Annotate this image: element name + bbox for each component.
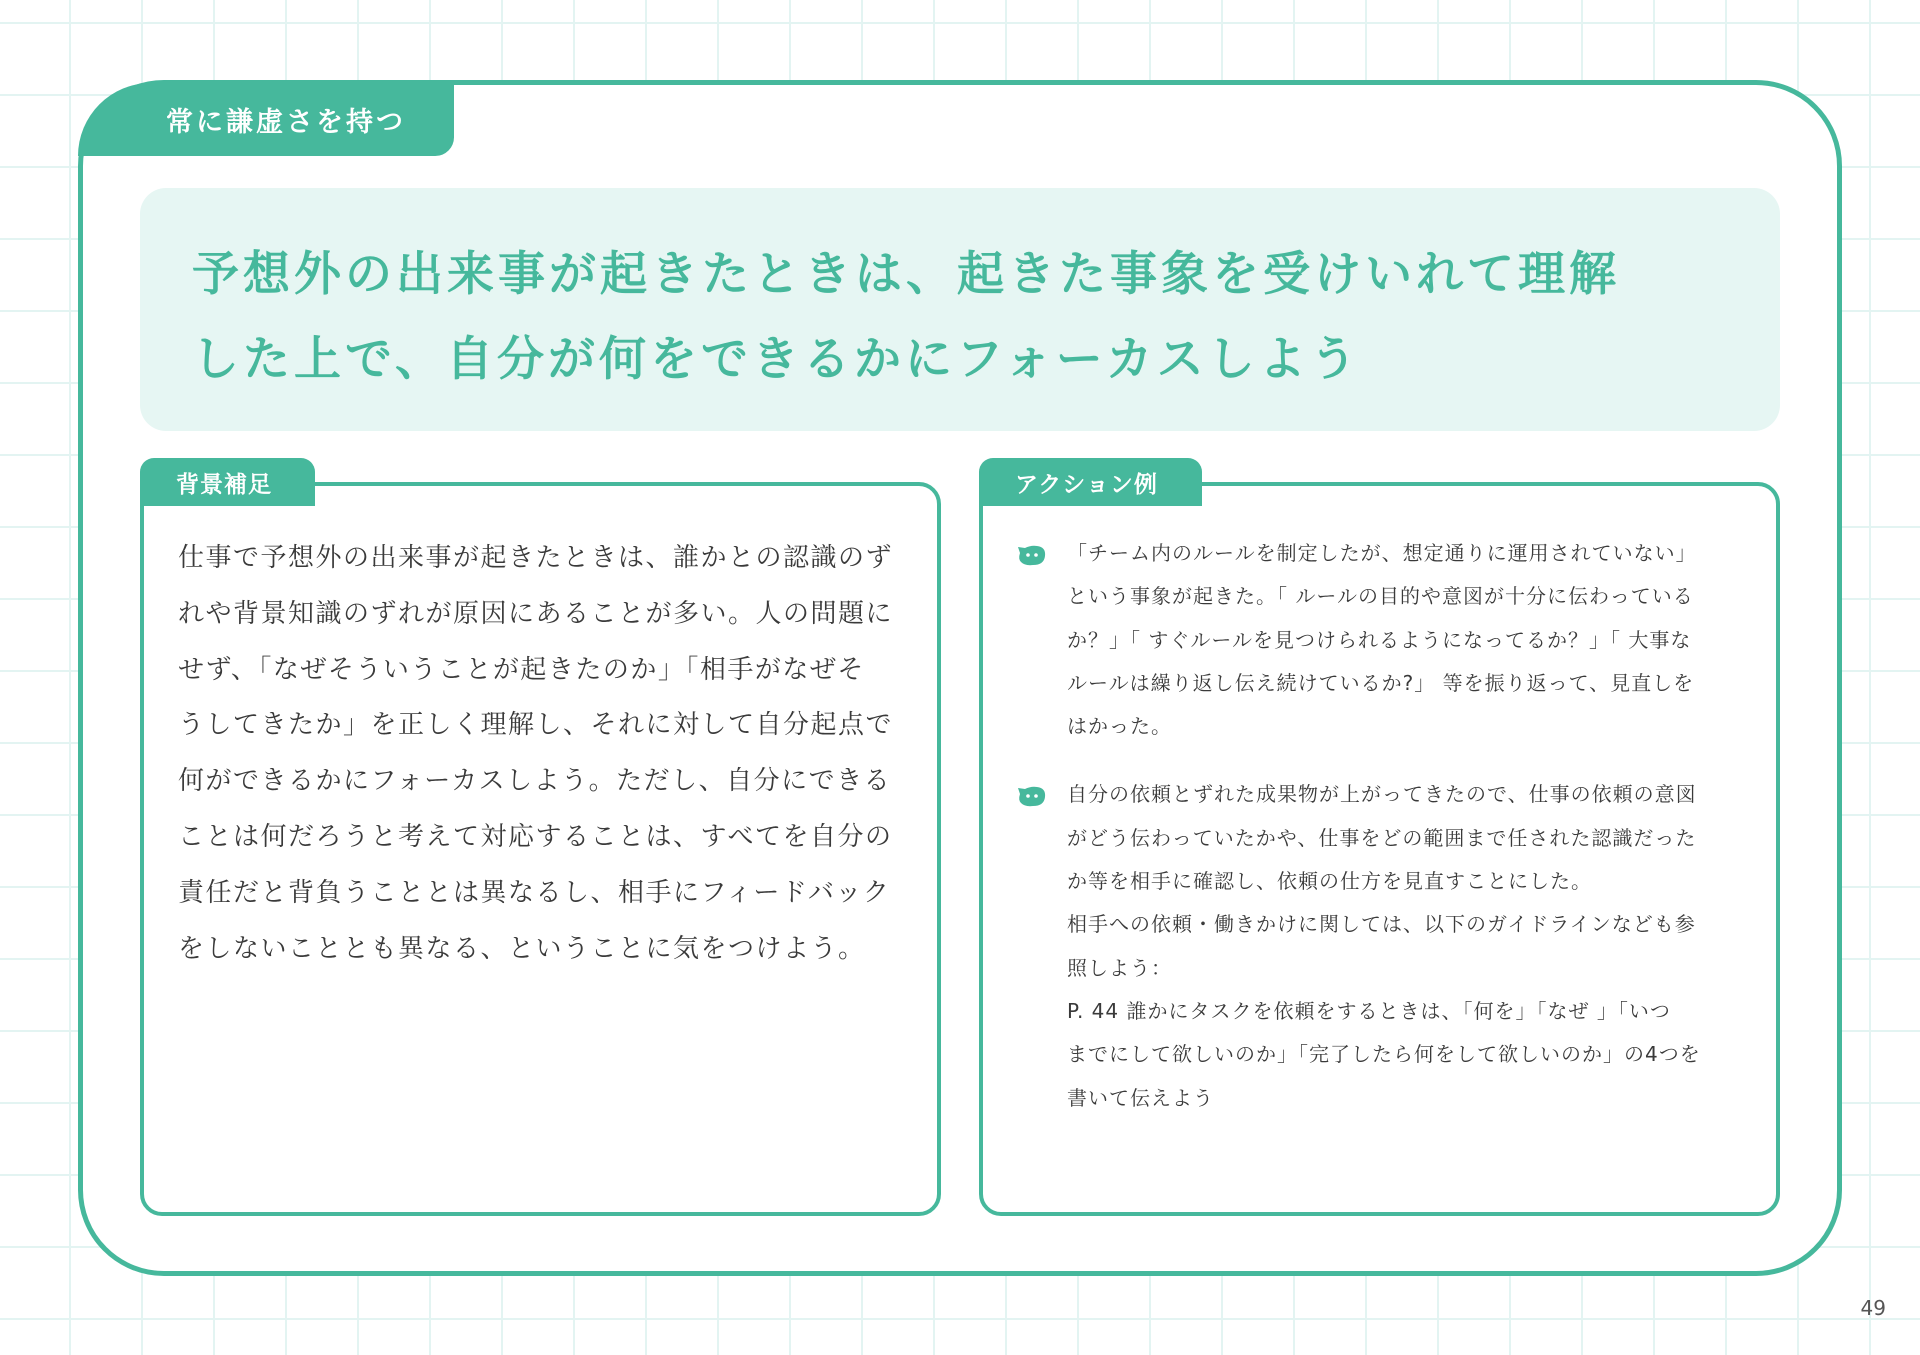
headline-line: 予想外の出来事が起きたときは、起きた事象を受けいれて理解	[192, 247, 1620, 302]
action-item	[1015, 532, 1755, 748]
action-line: がどう伝わっていたかや、仕事をどの範囲まで任された認識だった	[1067, 825, 1697, 850]
action-line: 照しよう：	[1067, 955, 1172, 980]
actions-panel-title: アクション例	[1015, 471, 1158, 498]
page-number: 49	[1860, 1296, 1886, 1320]
speech-bubble-icon	[1015, 544, 1047, 568]
action-line: 「チーム内のルールを制定したが、想定通りに運用されていない」	[1067, 541, 1697, 565]
background-line: 何ができるかにフォーカスしよう。ただし、自分にできる	[178, 766, 892, 797]
speech-bubble-icon	[1015, 785, 1047, 809]
action-line: までにして欲しいのか」「完了したら何をして欲しいのか」の4つを	[1067, 1042, 1701, 1067]
background-panel-tab	[140, 458, 315, 506]
action-line: か等を相手に確認し、依頼の仕方を見直すことにした。	[1067, 869, 1592, 894]
background-line: 仕事で予想外の出来事が起きたときは、誰かとの認識のず	[178, 543, 894, 573]
action-line: はかった。	[1067, 714, 1172, 739]
section-tab-label: 常に謙虚さを持つ	[166, 107, 406, 138]
section-tab	[78, 83, 454, 156]
background-panel-title: 背景補足	[176, 471, 272, 498]
background-line: うしてきたか」を正しく理解し、それに対して自分起点で	[178, 710, 894, 741]
headline-line: した上で、自分が何をできるかにフォーカスしよう	[192, 332, 1361, 387]
action-line: という事象が起きた。「 ルールの目的や意図が十分に伝わっている	[1067, 584, 1694, 609]
action-list	[1015, 532, 1755, 1120]
action-line: 相手への依頼・働きかけに関しては、以下のガイドラインなども参	[1067, 912, 1696, 937]
background-line: をしないこととも異なる、ということに気をつけよう。	[178, 933, 866, 964]
action-line: か？」「 すぐルールを見つけられるようになってるか？」「 大事な	[1067, 627, 1692, 652]
background-line: ことは何だろうと考えて対応することは、すべてを自分の	[178, 821, 893, 852]
background-line: れや背景知識のずれが原因にあることが多い。人の問題に	[178, 598, 894, 629]
actions-panel-tab	[979, 458, 1202, 506]
headline-box	[140, 188, 1780, 431]
action-line: 書いて伝えよう	[1067, 1085, 1214, 1110]
action-line: 自分の依頼とずれた成果物が上がってきたので、仕事の依頼の意図	[1067, 782, 1697, 807]
background-text	[178, 531, 904, 977]
background-line: 責任だと背負うこととは異なるし、相手にフィードバック	[178, 877, 891, 908]
background-line: せず、「なぜそういうことが起きたのか」「相手がなぜそ	[178, 654, 865, 685]
action-line: P. 44 誰かにタスクを依頼をするときは、「何を」「なぜ 」「いつ	[1067, 998, 1671, 1023]
action-item	[1015, 773, 1755, 1119]
action-line: ルールは繰り返し伝え続けているか?」 等を振り返って、見直しを	[1067, 670, 1695, 695]
